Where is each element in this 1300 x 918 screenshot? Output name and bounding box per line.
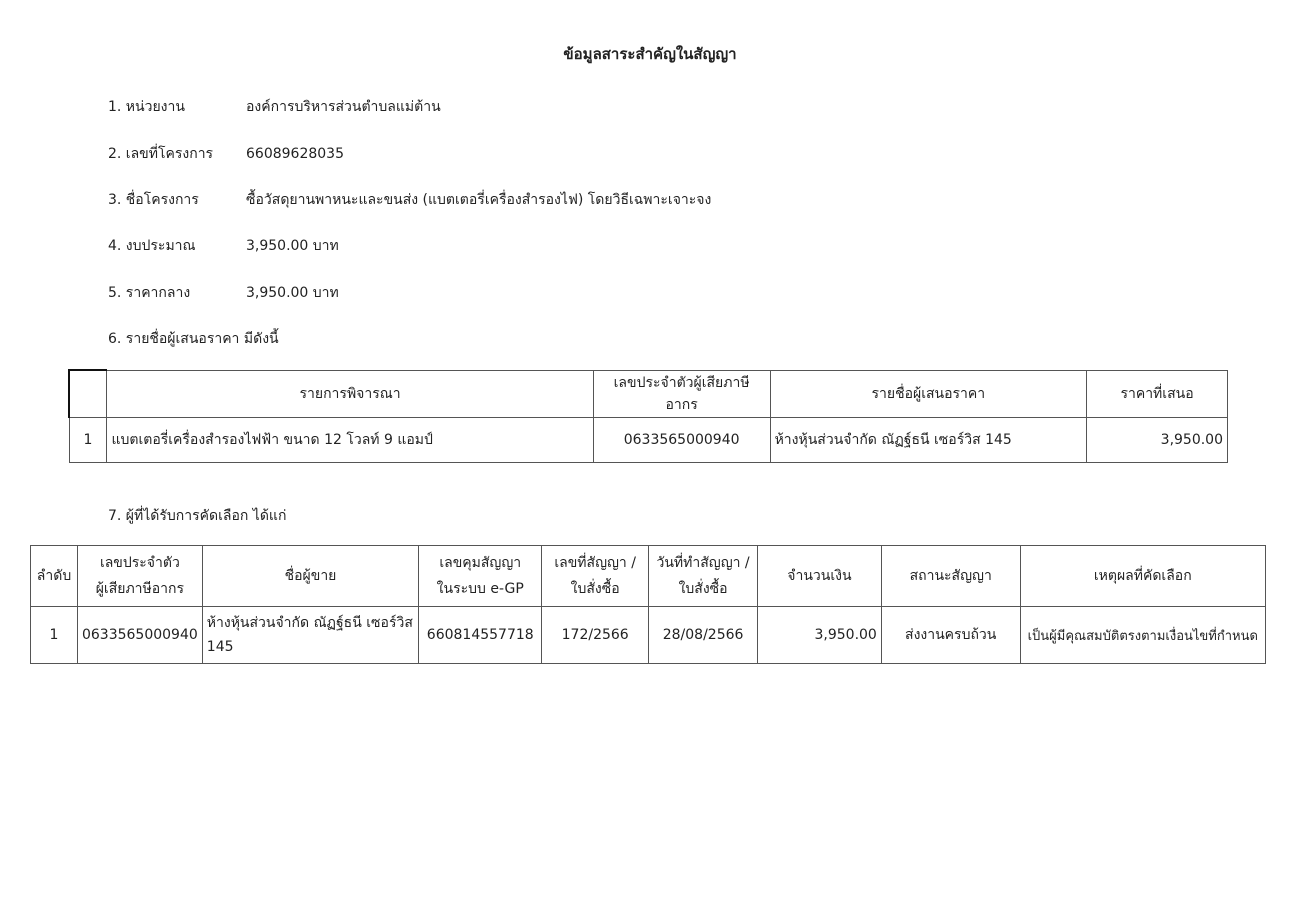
field-budget xyxy=(108,235,339,257)
field-project-number-label: 2. เลขที่โครงการ xyxy=(108,146,214,162)
field-agency-value: องค์การบริหารส่วนตำบลแม่ต้าน xyxy=(246,99,441,115)
field-project-number-value: 66089628035 xyxy=(246,146,344,162)
winner-cell-control-no: 660814557718 xyxy=(419,607,542,664)
bidders-cell-item: แบตเตอรี่เครื่องสำรองไฟฟ้า ขนาด 12 โวลท์ 9 แอมป์ xyxy=(107,418,593,463)
winner-cell-reason: เป็นผู้มีคุณสมบัติตรงตามเงื่อนไขที่กำหนด xyxy=(1020,607,1265,664)
winner-header-control-line2: ในระบบ e-GP xyxy=(436,581,524,597)
winner-header-contract-line2: ใบสั่งซื้อ xyxy=(570,581,620,597)
winner-header-status: สถานะสัญญา xyxy=(881,546,1020,607)
bidders-header-tax-id: เลขประจำตัวผู้เสียภาษีอากร xyxy=(593,370,770,418)
field-project-name xyxy=(108,189,711,211)
bidders-header-bidder: รายชื่อผู้เสนอราคา xyxy=(770,370,1087,418)
section7-heading: 7. ผู้ที่ได้รับการคัดเลือก ได้แก่ xyxy=(108,508,287,524)
winner-header-contract-line1: เลขที่สัญญา / xyxy=(554,555,636,571)
winner-cell-contract-date: 28/08/2566 xyxy=(649,607,758,664)
winner-cell-tax-id: 0633565000940 xyxy=(77,607,202,664)
winner-header-tax-id-line1: เลขประจำตัว xyxy=(99,555,180,571)
winner-header-contract-no xyxy=(542,546,649,607)
field-budget-value: 3,950.00 บาท xyxy=(246,238,339,254)
winner-cell-no: 1 xyxy=(31,607,78,664)
winner-cell-seller: ห้างหุ้นส่วนจำกัด ณัฏฐ์ธนี เซอร์วิส 145 xyxy=(202,607,418,664)
winner-header-contract-date xyxy=(649,546,758,607)
field-project-name-label: 3. ชื่อโครงการ xyxy=(108,192,199,208)
winner-table xyxy=(30,545,1266,664)
bidders-cell-tax-id: 0633565000940 xyxy=(593,418,770,463)
winner-header-tax-id-line2: ผู้เสียภาษีอากร xyxy=(95,581,185,597)
winner-header-no: ลำดับ xyxy=(31,546,78,607)
field-agency xyxy=(108,96,441,118)
bidders-cell-no: 1 xyxy=(69,418,107,463)
winner-cell-amount: 3,950.00 xyxy=(758,607,882,664)
table-row xyxy=(69,418,1228,463)
field-project-number xyxy=(108,143,344,165)
winner-header-control-line1: เลขคุมสัญญา xyxy=(439,555,522,571)
winner-header-tax-id xyxy=(77,546,202,607)
field-reference-price xyxy=(108,282,339,304)
bidders-table xyxy=(68,369,1228,463)
winner-cell-status: ส่งงานครบถ้วน xyxy=(881,607,1020,664)
bidders-table-header xyxy=(69,370,1228,418)
field-project-name-value: ซื้อวัสดุยานพาหนะและขนส่ง (แบตเตอรี่เครื่องสำรองไฟ) โดยวิธีเฉพาะเจาะจง xyxy=(246,192,712,208)
winner-header-reason: เหตุผลที่คัดเลือก xyxy=(1020,546,1265,607)
bidders-cell-price: 3,950.00 xyxy=(1087,418,1228,463)
winner-header-date-line1: วันที่ทำสัญญา / xyxy=(656,555,750,571)
bidders-header-price: ราคาที่เสนอ xyxy=(1087,370,1228,418)
winner-table-header xyxy=(31,546,1266,607)
field-budget-label: 4. งบประมาณ xyxy=(108,238,196,254)
winner-header-amount: จำนวนเงิน xyxy=(758,546,882,607)
bidders-header-blank xyxy=(69,370,107,418)
winner-header-date-line2: ใบสั่งซื้อ xyxy=(678,581,728,597)
bidders-cell-bidder: ห้างหุ้นส่วนจำกัด ณัฏฐ์ธนี เซอร์วิส 145 xyxy=(770,418,1087,463)
table-row xyxy=(31,607,1266,664)
bidders-header-item: รายการพิจารณา xyxy=(107,370,593,418)
winner-header-control-no xyxy=(419,546,542,607)
winner-header-seller: ชื่อผู้ขาย xyxy=(202,546,418,607)
field-agency-label: 1. หน่วยงาน xyxy=(108,99,185,115)
field-reference-price-value: 3,950.00 บาท xyxy=(246,285,339,301)
winner-cell-contract-no: 172/2566 xyxy=(542,607,649,664)
document-title: ข้อมูลสาระสำคัญในสัญญา xyxy=(563,45,737,63)
field-reference-price-label: 5. ราคากลาง xyxy=(108,285,191,301)
section6-heading: 6. รายชื่อผู้เสนอราคา มีดังนี้ xyxy=(108,331,279,347)
